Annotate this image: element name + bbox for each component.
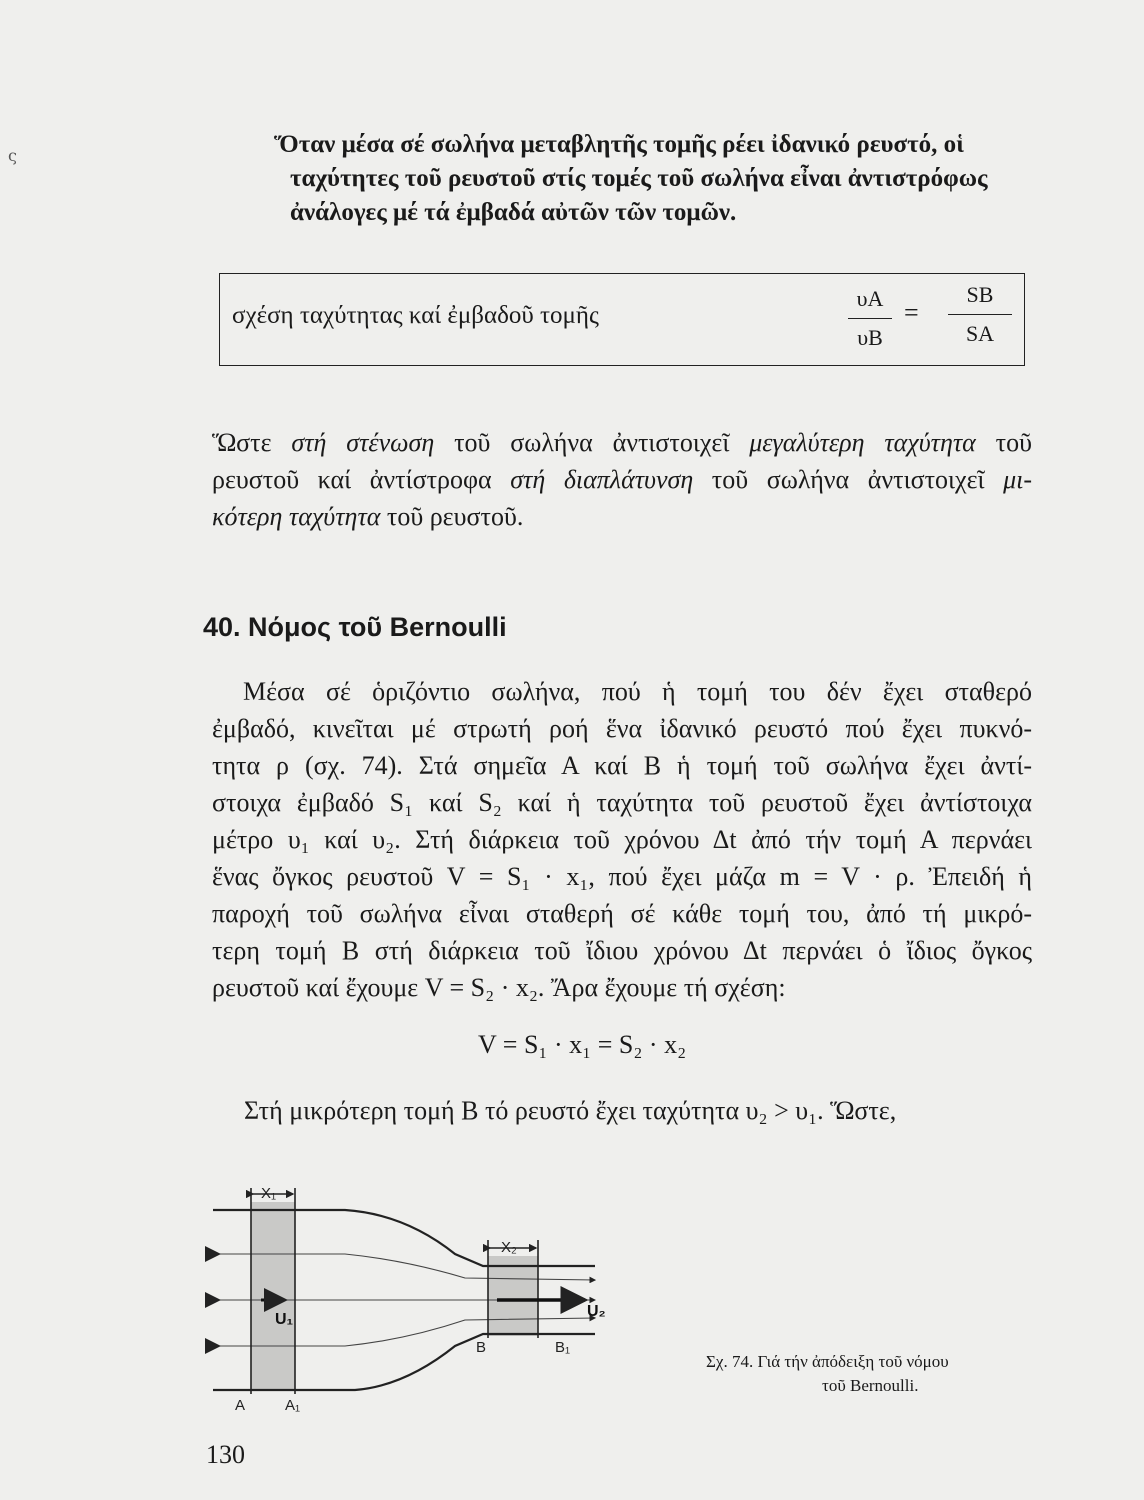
conclusion-paragraph (212, 424, 1032, 535)
b1-label: B₁ (555, 1339, 571, 1356)
key-statement (274, 128, 1074, 230)
u2-label: U₂ (587, 1303, 606, 1320)
velocity-fraction (848, 284, 892, 353)
paragraph-line: στοιχα ἐμβαδό S₁ καί S₂ καί ἡ ταχύτητα τοῦ ρευστοῦ ἔχει ἀντίστοιχα (212, 788, 1032, 817)
caption-line-1: Σχ. 74. Γιά τήν ἀπόδειξη τοῦ νόμου (706, 1352, 949, 1371)
italic-run: στή διαπλάτυνση (510, 465, 694, 494)
paragraph-line: τερη τομή Β στή διάρκεια τοῦ ἴδιου χρόνου Δt περνάει ὁ ἴδιος ὄγκος (212, 936, 1032, 965)
b-label: B (476, 1339, 487, 1356)
pipe-flow-figure (205, 1168, 625, 1418)
italic-run: μι- (1003, 465, 1032, 494)
shaded-volume-a (251, 1202, 295, 1390)
fraction-numerator: υA (856, 286, 884, 311)
margin-mark: ς (8, 146, 17, 165)
paragraph-line: παροχή τοῦ σωλήνα εἶναι σταθερή σέ κάθε τομή του, ἀπό τή μικρό- (212, 899, 1032, 928)
text-run: τοῦ ρευστοῦ. (380, 502, 524, 531)
body-paragraph (212, 673, 1032, 1006)
continuity-equation: V = S₁ · x₁ = S₂ · x₂ (478, 1030, 687, 1059)
figure-caption (706, 1350, 1066, 1398)
text-run: ρευστοῦ καί ἀντίστροφα (212, 465, 511, 494)
a-label: A (235, 1397, 246, 1414)
paragraph-line (212, 461, 1032, 498)
formula-box (219, 273, 1025, 366)
italic-run: κότερη ταχύτητα (212, 502, 381, 531)
page-number: 130 (206, 1440, 245, 1469)
text-run: Ὥστε (212, 428, 292, 457)
fraction-numerator: SB (966, 282, 994, 307)
paragraph-line (212, 498, 1032, 535)
u1-label: U₁ (275, 1311, 294, 1328)
fraction-denominator: υB (857, 325, 883, 350)
italic-run: στή στένωση (291, 428, 435, 457)
text-run: τοῦ σωλήνα ἀντιστοιχεῖ (693, 465, 1004, 494)
closing-line: Στή μικρότερη τομή Β τό ρευστό ἔχει ταχύτητα υ₂ > υ₁. Ὥστε, (244, 1096, 897, 1125)
statement-line-1: Ὅταν μέσα σέ σωλήνα μεταβλητῆς τομῆς ρέει ἰδανικό ρευστό, οἱ (274, 131, 964, 158)
italic-run: μεγαλύτερη ταχύτητα (749, 428, 976, 457)
caption-line-2: τοῦ Bernoulli. (822, 1376, 919, 1395)
shaded-volume-b (488, 1256, 538, 1336)
paragraph-line: ἕνας ὄγκος ρευστοῦ V = S₁ · x₁, πού ἔχει μάζα m = V · ρ. Ἐπειδή ἡ (212, 862, 1032, 891)
equals-sign: = (904, 298, 919, 327)
paragraph-line: Μέσα σέ ὁριζόντιο σωλήνα, πού ἡ τομή του δέν ἔχει σταθερό (243, 677, 1032, 706)
x2-label: X₂ (501, 1239, 517, 1256)
paragraph-line: ρευστοῦ καί ἔχουμε V = S₂ · x₂. Ἄρα ἔχουμε τή σχέση: (212, 973, 786, 1002)
a1-label: A₁ (285, 1397, 301, 1414)
paragraph-line: ἐμβαδό, κινεῖται μέ στρωτή ροή ἕνα ἰδανικό ρευστό πού ἔχει πυκνό- (212, 714, 1032, 743)
statement-line-3: ἀνάλογες μέ τά ἐμβαδά αὐτῶν τῶν τομῶν. (290, 199, 737, 226)
fraction-bar (848, 318, 892, 319)
text-run: τοῦ (975, 428, 1032, 457)
statement-line-2: ταχύτητες τοῦ ρευστοῦ στίς τομές τοῦ σωλήνα εἶναι ἀντιστρόφως (290, 165, 988, 192)
paragraph-line: τητα ρ (σχ. 74). Στά σημεῖα Α καί Β ἡ τομή τοῦ σωλήνα ἔχει ἀντί- (212, 751, 1032, 780)
paragraph-line (212, 424, 1032, 461)
fraction-bar (948, 314, 1012, 315)
section-heading: 40. Νόμος τοῦ Bernoulli (203, 612, 507, 642)
paragraph-line: μέτρο υ₁ καί υ₂. Στή διάρκεια τοῦ χρόνου Δt ἀπό τήν τομή Α περνάει (212, 825, 1032, 854)
text-run: τοῦ σωλήνα ἀντιστοιχεῖ (434, 428, 750, 457)
area-fraction (948, 280, 1012, 349)
fraction-denominator: SA (965, 321, 995, 346)
formula-label: σχέση ταχύτητας καί ἐμβαδοῦ τομῆς (232, 302, 599, 329)
x1-label: X₁ (261, 1185, 277, 1202)
